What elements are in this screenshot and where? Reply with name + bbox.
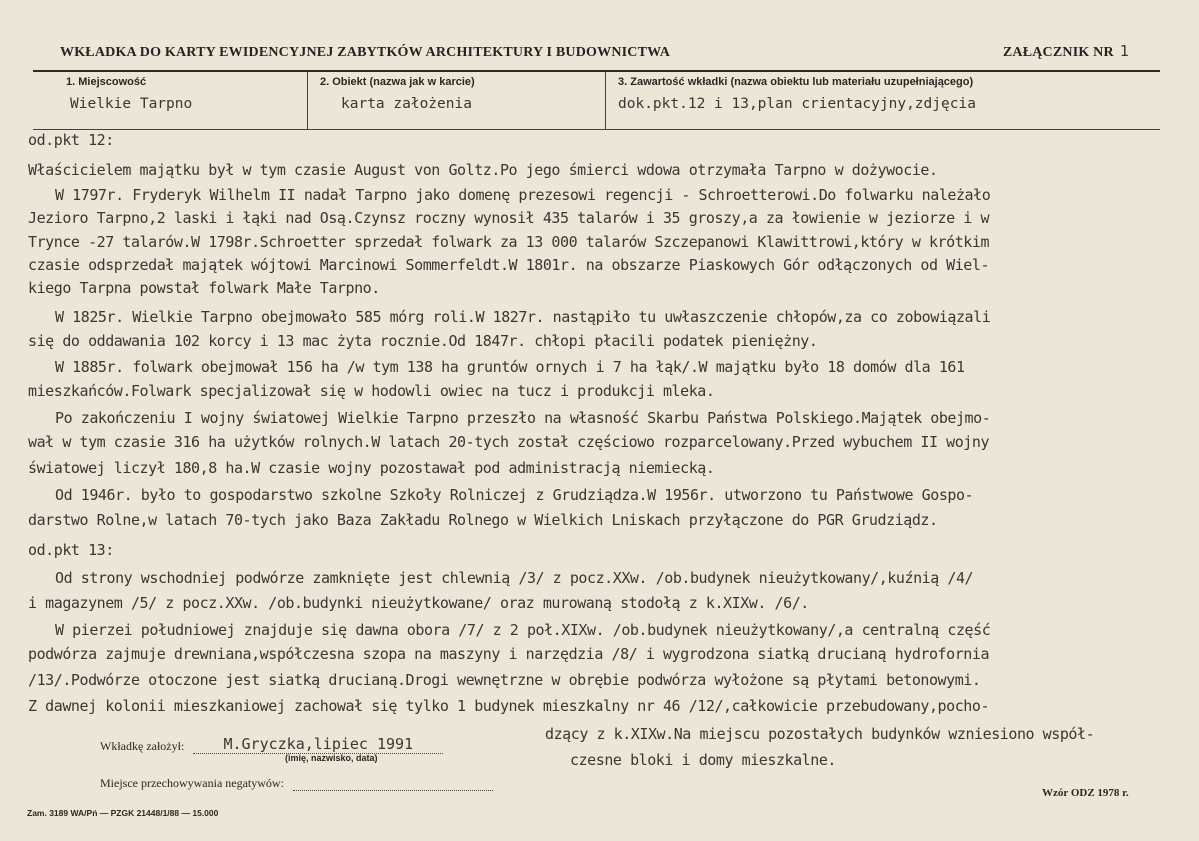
body-line: W 1797r. Fryderyk Wilhelm II nadał Tarpno jako domenę prezesowi regencji - Schroetterowi.Do folwarku należało <box>55 186 991 204</box>
body-line: W pierzei południowej znajduje się dawna obora /7/ z 2 poł.XIXw. /ob.budynek nieużytkowany/,a centralną część <box>55 621 991 639</box>
founder-row <box>100 735 443 754</box>
body-line: wał w tym czasie 316 ha użytków rolnych.W latach 20-tych został częściowo rozparcelowany.Przed wybuchem II wojny <box>28 433 990 451</box>
body-line: kiego Tarpna powstał folwark Małe Tarpno. <box>28 279 380 297</box>
object-value: karta założenia <box>341 96 472 112</box>
contents-value: dok.pkt.12 i 13,plan crientacyjny,zdjęcia <box>618 96 976 112</box>
negatives-row <box>100 776 493 791</box>
body-line: i magazynem /5/ z pocz.XXw. /ob.budynki nieużytkowane/ oraz murowaną stodołą z k.XIXw. /6/. <box>28 594 809 612</box>
annex-label: ZAŁĄCZNIK NR <box>1002 45 1114 60</box>
body-line: darstwo Rolne,w latach 70-tych jako Baza Zakładu Rolnego w Wielkich Lniskach przyłączone do PGR Grudziądz. <box>28 511 938 529</box>
body-line: światowej liczył 180,8 ha.W czasie wojny pozostawał pod administracją niemiecką. <box>28 459 715 477</box>
body-line: Po zakończeniu I wojny światowej Wielkie Tarpno przeszło na własność Skarbu Państwa Polskiego.Majątek obejmo- <box>55 409 991 427</box>
negatives-line <box>293 778 493 791</box>
contents-label: 3. Zawartość wkładki (nazwa obiektu lub materiału uzupełniającego) <box>618 76 974 88</box>
body-line: Trynce -27 talarów.W 1798r.Schroetter sprzedał folwark za 13 000 talarów Szczepanowi Klawittrowi,który w krótkim <box>28 233 990 251</box>
negatives-label: Miejsce przechowywania negatywów: <box>100 776 284 790</box>
body-line: dzący z k.XIXw.Na miejscu pozostałych budynków wzniesiono współ- <box>545 725 1095 743</box>
founder-value: M.Gryczka,lipiec 1991 <box>223 735 414 753</box>
header-fields <box>33 70 1160 130</box>
section-heading-13: od.pkt 13: <box>28 541 114 559</box>
body-line: czesne bloki i domy mieszkalne. <box>570 751 837 769</box>
body-line: Od 1946r. było to gospodarstwo szkolne Szkoły Rolniczej z Grudziądza.W 1956r. utworzono tu Państwowe Gospo- <box>55 486 974 504</box>
body-line: Jezioro Tarpno,2 laski i łąki nad Osą.Czynsz roczny wynosił 435 talarów i 35 groszy,a za łowienie w jeziorze i w <box>28 209 990 227</box>
body-line: /13/.Podwórze otoczone jest siatką drucianą.Drogi wewnętrzne w obrębie podwórza wyłożone są płytami betonowymi. <box>28 671 981 689</box>
printer-note: Zam. 3189 WA/Pń — PZGK 21448/1/88 — 15.000 <box>27 808 219 818</box>
locality-field <box>33 72 308 129</box>
body-line: Od strony wschodniej podwórze zamknięte jest chlewnią /3/ z pocz.XXw. /ob.budynek nieużytkowany/,kuźnią /4/ <box>55 569 974 587</box>
form-title: WKŁADKA DO KARTY EWIDENCYJNEJ ZABYTKÓW ARCHITEKTURY I BUDOWNICTWA <box>60 45 671 60</box>
object-label: 2. Obiekt (nazwa jak w karcie) <box>320 76 475 88</box>
body-line: W 1825r. Wielkie Tarpno obejmowało 585 mórg roli.W 1827r. nastąpiło tu uwłaszczenie chłopów,za co zobowiązali <box>55 308 991 326</box>
section-heading-12: od.pkt 12: <box>28 131 114 149</box>
form-version-note: Wzór ODZ 1978 r. <box>1042 787 1129 799</box>
locality-value: Wielkie Tarpno <box>70 96 193 112</box>
annex-number: 1 <box>1119 42 1129 60</box>
card-header <box>60 42 1169 61</box>
annex-block <box>1003 42 1129 61</box>
founder-line <box>193 735 443 754</box>
body-line: Z dawnej kolonii mieszkaniowej zachował się tylko 1 budynek mieszkalny nr 46 /12/,całkowicie przebudowany,pocho- <box>28 697 990 715</box>
founder-caption: (imię, nazwisko, data) <box>285 753 378 763</box>
body-line: Właścicielem majątku był w tym czasie August von Goltz.Po jego śmierci wdowa otrzymała Tarpno w dożywocie. <box>28 161 938 179</box>
body-line: podwórza zajmuje drewniana,współczesna szopa na maszyny i narzędzia /8/ i wygrodzona siatką drucianą hydrofornia <box>28 645 990 663</box>
body-line: mieszkańców.Folwark specjalizował się w hodowli owiec na tucz i produkcji mleka. <box>28 382 715 400</box>
object-field <box>308 72 606 129</box>
founder-label: Wkładkę założył: <box>100 739 185 753</box>
body-line: W 1885r. folwark obejmował 156 ha /w tym 138 ha gruntów ornych i 7 ha łąk/.W majątku było 18 domów dla 161 <box>55 358 965 376</box>
body-line: się do oddawania 102 korcy i 13 mac żyta rocznie.Od 1847r. chłopi płacili podatek pieniężny. <box>28 332 818 350</box>
contents-field <box>606 72 1160 129</box>
locality-label: 1. Miejscowość <box>66 76 147 88</box>
body-line: czasie odsprzedał majątek wójtowi Marcinowi Sommerfeldt.W 1801r. na obszarze Piaskowych Gór odłączonych od Wiel- <box>28 256 990 274</box>
